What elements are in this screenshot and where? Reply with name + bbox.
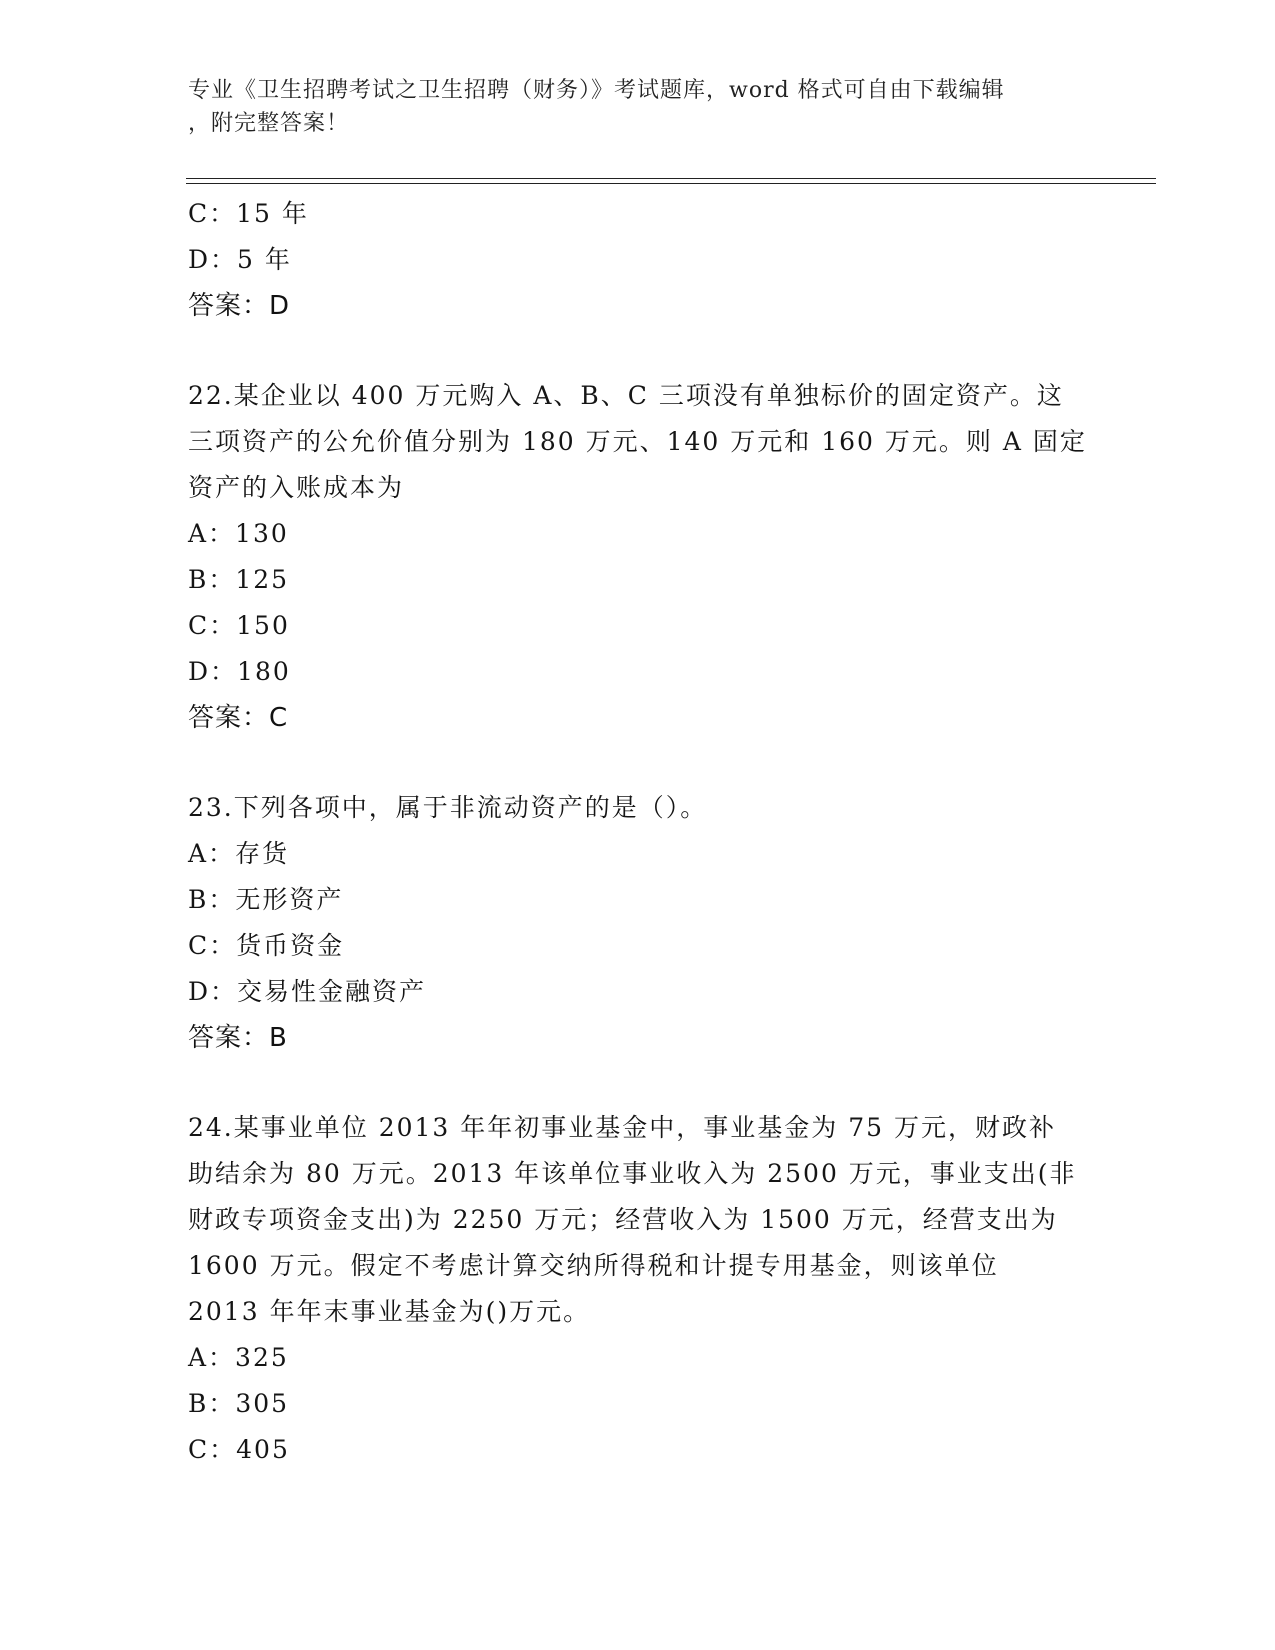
option-d: D：5 年 xyxy=(188,245,292,274)
answer-line: 答案：B xyxy=(188,1023,288,1053)
option-a: A：325 xyxy=(188,1343,289,1372)
option-b: B：无形资产 xyxy=(188,885,344,914)
header-line-1: 专业《卫生招聘考试之卫生招聘（财务）》考试题库，word 格式可自由下载编辑 xyxy=(188,78,1005,103)
option-c: C：15 年 xyxy=(188,199,309,228)
option-c: C：150 xyxy=(188,611,290,640)
answer-line: 答案：C xyxy=(188,703,289,733)
option-a: A：存货 xyxy=(188,839,290,868)
question-stem-line: 1600 万元。假定不考虑计算交纳所得税和计提专用基金，则该单位 xyxy=(188,1251,999,1280)
header-rule-top xyxy=(186,178,1156,179)
page-header xyxy=(188,74,1078,140)
question-stem-line: 财政专项资金支出)为 2250 万元；经营收入为 1500 万元，经营支出为 xyxy=(188,1205,1058,1234)
header-line-2: ，附完整答案！ xyxy=(188,111,350,136)
option-d: D：180 xyxy=(188,657,291,686)
question-21-continued xyxy=(188,191,1088,329)
question-stem-line: 23.下列各项中，属于非流动资产的是（）。 xyxy=(188,793,708,822)
option-c: C：405 xyxy=(188,1435,290,1464)
question-stem-line: 三项资产的公允价值分别为 180 万元、140 万元和 160 万元。则 A 固定 xyxy=(188,427,1087,456)
answer-line: 答案：D xyxy=(188,291,291,321)
header-rule-bottom xyxy=(186,183,1156,184)
option-a: A：130 xyxy=(188,519,289,548)
question-stem-line: 资产的入账成本为 xyxy=(188,473,405,502)
spacer xyxy=(188,741,1088,785)
document-body xyxy=(188,191,1088,1473)
spacer xyxy=(188,1061,1088,1105)
spacer xyxy=(188,329,1088,373)
option-d: D：交易性金融资产 xyxy=(188,977,427,1006)
question-24 xyxy=(188,1105,1088,1473)
question-22 xyxy=(188,373,1088,741)
option-c: C：货币资金 xyxy=(188,931,345,960)
question-23 xyxy=(188,785,1088,1061)
question-stem-line: 助结余为 80 万元。2013 年该单位事业收入为 2500 万元，事业支出(非 xyxy=(188,1159,1077,1188)
option-b: B：305 xyxy=(188,1389,290,1418)
question-stem-line: 2013 年年末事业基金为()万元。 xyxy=(188,1297,591,1326)
option-b: B：125 xyxy=(188,565,290,594)
question-stem-line: 22.某企业以 400 万元购入 A、B、C 三项没有单独标价的固定资产。这 xyxy=(188,381,1064,410)
question-stem-line: 24.某事业单位 2013 年年初事业基金中，事业基金为 75 万元，财政补 xyxy=(188,1113,1056,1142)
